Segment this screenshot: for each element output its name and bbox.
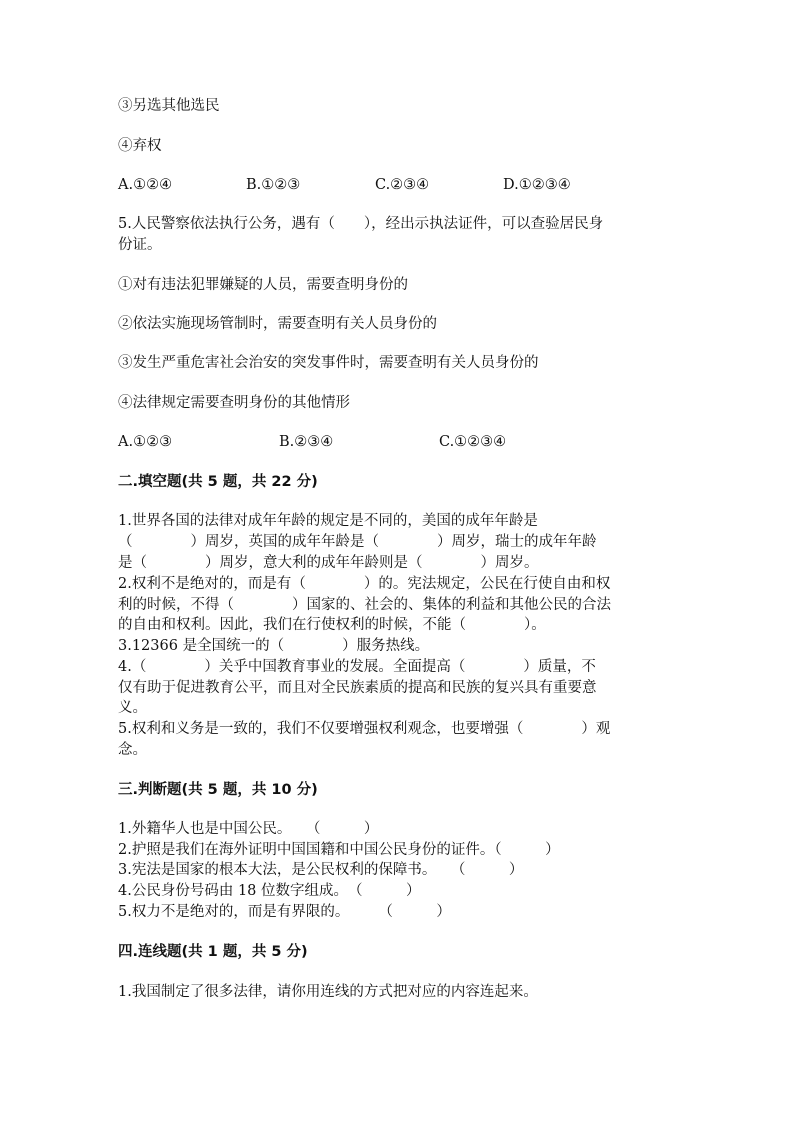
s3-line-2: 2.护照是我们在海外证明中国国籍和中国公民身份的证件。（ ） xyxy=(118,842,560,858)
q4-option-d: D.①②③④ xyxy=(503,177,571,193)
s4-question-1: 1.我国制定了很多法律，请你用连线的方式把对应的内容连起来。 xyxy=(118,984,538,1000)
s2-line-3: 是（ ）周岁，意大利的成年年龄则是（ ）周岁。 xyxy=(118,555,539,571)
s2-line-5: 利的时候，不得（ ）国家的、社会的、集体的利益和其他公民的合法 xyxy=(118,597,611,613)
q5-option-b: B.②③④ xyxy=(279,434,334,450)
q5-item-1: ①对有违法犯罪嫌疑的人员，需要查明身份的 xyxy=(118,277,408,293)
s2-line-11: 5.权利和义务是一致的，我们不仅要增强权利观念，也要增强（ ）观 xyxy=(118,721,611,737)
q4-item-4: ④弃权 xyxy=(118,138,162,154)
q4-option-a: A.①②④ xyxy=(118,177,173,193)
q5-item-3: ③发生严重危害社会治安的突发事件时，需要查明有关人员身份的 xyxy=(118,355,539,371)
q4-item-3: ③另选其他选民 xyxy=(118,98,220,114)
q5-item-4: ④法律规定需要查明身份的其他情形 xyxy=(118,395,350,411)
s3-line-3: 3.宪法是国家的根本大法，是公民权利的保障书。 （ ） xyxy=(118,862,524,878)
section-3-heading: 三.判断题(共 5 题，共 10 分) xyxy=(118,782,318,798)
q5-option-a: A.①②③ xyxy=(118,434,173,450)
q5-item-2: ②依法实施现场管制时，需要查明有关人员身份的 xyxy=(118,316,437,332)
s2-line-12: 念。 xyxy=(118,742,147,758)
s2-line-10: 义。 xyxy=(118,700,147,716)
s2-line-2: （ ）周岁，英国的成年年龄是（ ）周岁，瑞士的成年年龄 xyxy=(118,534,597,550)
q5-option-c: C.①②③④ xyxy=(439,434,507,450)
s3-line-4: 4.公民身份号码由 18 位数字组成。 （ ） xyxy=(118,883,421,899)
s2-line-9: 仅有助于促进教育公平，而且对全民族素质的提高和民族的复兴具有重要意 xyxy=(118,680,597,696)
q5-stem-line1: 5.人民警察依法执行公务，遇有（ ），经出示执法证件，可以查验居民身 xyxy=(118,216,604,232)
section-4-heading: 四.连线题(共 1 题，共 5 分) xyxy=(118,944,308,960)
q4-option-b: B.①②③ xyxy=(246,177,301,193)
s2-line-8: 4.（ ）关乎中国教育事业的发展。全面提高（ ）质量，不 xyxy=(118,659,596,675)
s2-line-4: 2.权利不是绝对的，而是有（ ）的。宪法规定，公民在行使自由和权 xyxy=(118,576,611,592)
section-2-heading: 二.填空题(共 5 题，共 22 分) xyxy=(118,474,318,490)
s3-line-1: 1.外籍华人也是中国公民。 （ ） xyxy=(118,821,379,837)
s2-line-6: 的自由和权利。因此，我们在行使权利的时候，不能（ ）。 xyxy=(118,617,546,633)
s2-line-1: 1.世界各国的法律对成年年龄的规定是不同的，美国的成年年龄是 xyxy=(118,513,538,529)
s2-line-7: 3.12366 是全国统一的（ ）服务热线。 xyxy=(118,638,430,654)
s3-line-5: 5.权力不是绝对的，而是有界限的。 （ ） xyxy=(118,904,451,920)
q4-option-c: C.②③④ xyxy=(375,177,430,193)
q5-stem-line2: 份证。 xyxy=(118,237,162,253)
